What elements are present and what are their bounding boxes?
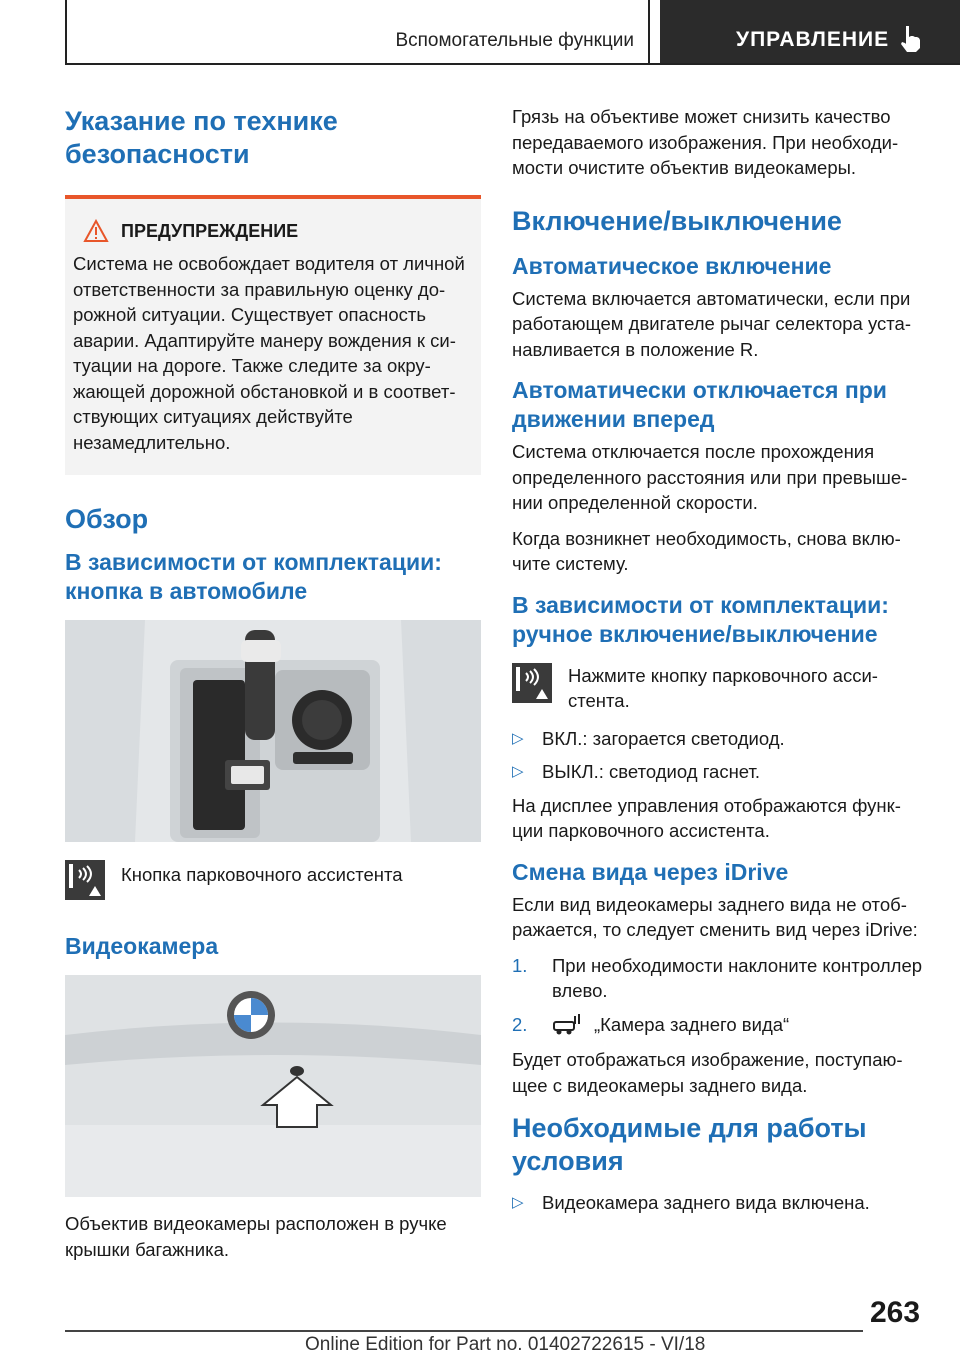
auto-off-text: Система отключается после прохождения определенного расстояния или при превыше-нии определенной скорости. bbox=[512, 441, 908, 513]
camera-heading: Видеокамера bbox=[65, 933, 219, 959]
parking-assist-icon bbox=[512, 663, 552, 703]
step-1 bbox=[512, 953, 932, 1004]
dirt-text: Грязь на объективе может снизить качество передаваемого изображения. При необходи-мости очистите объектив видеокамеры. bbox=[512, 106, 899, 178]
bullet-on bbox=[512, 726, 932, 752]
bullet-on-text: ВКЛ.: загорается светодиод. bbox=[542, 727, 785, 749]
left-column bbox=[65, 100, 481, 1262]
page-number: 263 bbox=[870, 1296, 921, 1329]
bullet-triangle-icon: ▷ bbox=[512, 729, 524, 747]
bullet-off bbox=[512, 759, 932, 785]
req-bullet-text: Видеокамера заднего вида включена. bbox=[542, 1192, 870, 1213]
overview-heading: Обзор bbox=[65, 504, 149, 534]
result-text: Будет отображаться изображение, поступаю-щее с видеокамеры заднего вида. bbox=[512, 1049, 903, 1096]
trunk-photo bbox=[65, 975, 481, 1197]
step-text: „Камера заднего вида“ bbox=[594, 1013, 790, 1035]
safety-heading: Указание по технике безопасности bbox=[65, 106, 338, 169]
step-number: 1. bbox=[512, 954, 528, 976]
button-caption: Кнопка парковочного ассистента bbox=[121, 864, 403, 885]
again-text: Когда возникнет необходимость, снова вклю-чите систему. bbox=[512, 527, 901, 574]
right-column bbox=[512, 100, 932, 1216]
rear-camera-icon bbox=[552, 1012, 582, 1036]
auto-on-text: Система включается автоматически, если при работающем двигателе рычаг селектора уста-навливается в положение R. bbox=[512, 287, 911, 360]
step-number: 2. bbox=[512, 1013, 528, 1035]
bullet-off-text: ВЫКЛ.: светодиод гаснет. bbox=[542, 761, 761, 782]
bullet-triangle-icon: ▷ bbox=[512, 763, 524, 780]
req-bullet bbox=[512, 1190, 932, 1216]
header-chapter-box bbox=[660, 0, 960, 65]
header-section-box bbox=[65, 0, 650, 65]
footer-edition: Online Edition for Part no. 01402722615 - VI/18 bbox=[305, 1334, 706, 1355]
console-photo bbox=[65, 620, 481, 842]
console-illustration bbox=[65, 620, 481, 842]
onoff-heading: Включение/выключение bbox=[512, 205, 842, 236]
warning-box bbox=[65, 195, 481, 475]
step-text: При необходимости наклоните контроллер влево. bbox=[552, 954, 923, 1001]
manual-press-row bbox=[512, 663, 932, 714]
display-text: На дисплее управления отображаются функ-ции парковочного ассистента. bbox=[512, 794, 901, 841]
auto-off-heading: Автоматически отключается при движении вперед bbox=[512, 377, 887, 432]
bullet-triangle-icon: ▷ bbox=[512, 1194, 524, 1211]
header-section-title: Вспомогательные функции bbox=[395, 30, 634, 51]
header-chapter-title: УПРАВЛЕНИЕ bbox=[736, 28, 890, 51]
trunk-illustration bbox=[65, 975, 481, 1197]
hand-pointer-icon bbox=[896, 24, 924, 54]
warning-header bbox=[73, 219, 473, 243]
auto-on-heading: Автоматическое включение bbox=[512, 252, 832, 279]
warning-triangle-icon bbox=[83, 219, 109, 243]
requirements-heading: Необходимые для работы условия bbox=[512, 1113, 867, 1176]
button-caption-row bbox=[65, 860, 481, 900]
idrive-text: Если вид видеокамеры заднего вида не отоб-ражается, то следует сменить вид через iDrive: bbox=[512, 893, 918, 940]
manual-press-text: Нажмите кнопку парковочного асси-стента. bbox=[568, 664, 878, 711]
button-heading: В зависимости от комплектации: кнопка в автомобиле bbox=[65, 549, 442, 604]
warning-label: ПРЕДУПРЕЖДЕНИЕ bbox=[121, 220, 299, 241]
header-rule bbox=[65, 63, 960, 65]
parking-assist-icon bbox=[65, 860, 105, 900]
footer-rule bbox=[65, 1330, 863, 1332]
camera-text: Объектив видеокамеры расположен в ручке крышки багажника. bbox=[65, 1213, 447, 1260]
step-2 bbox=[512, 1012, 932, 1038]
warning-text: Система не освобождает водителя от личной ответственности за правильную оценку до-рожной ситуации. Существует опасность аварии. Адаптируйте манеру вождения к си-туации на дороге. Также следите за окру-жающей дорожной обстановкой и в соответ-ствующих ситуациях действуйте незамедлительно. bbox=[73, 253, 465, 453]
manual-heading: В зависимости от комплектации: ручное включение/выключение bbox=[512, 591, 889, 647]
idrive-heading: Смена вида через iDrive bbox=[512, 858, 789, 885]
